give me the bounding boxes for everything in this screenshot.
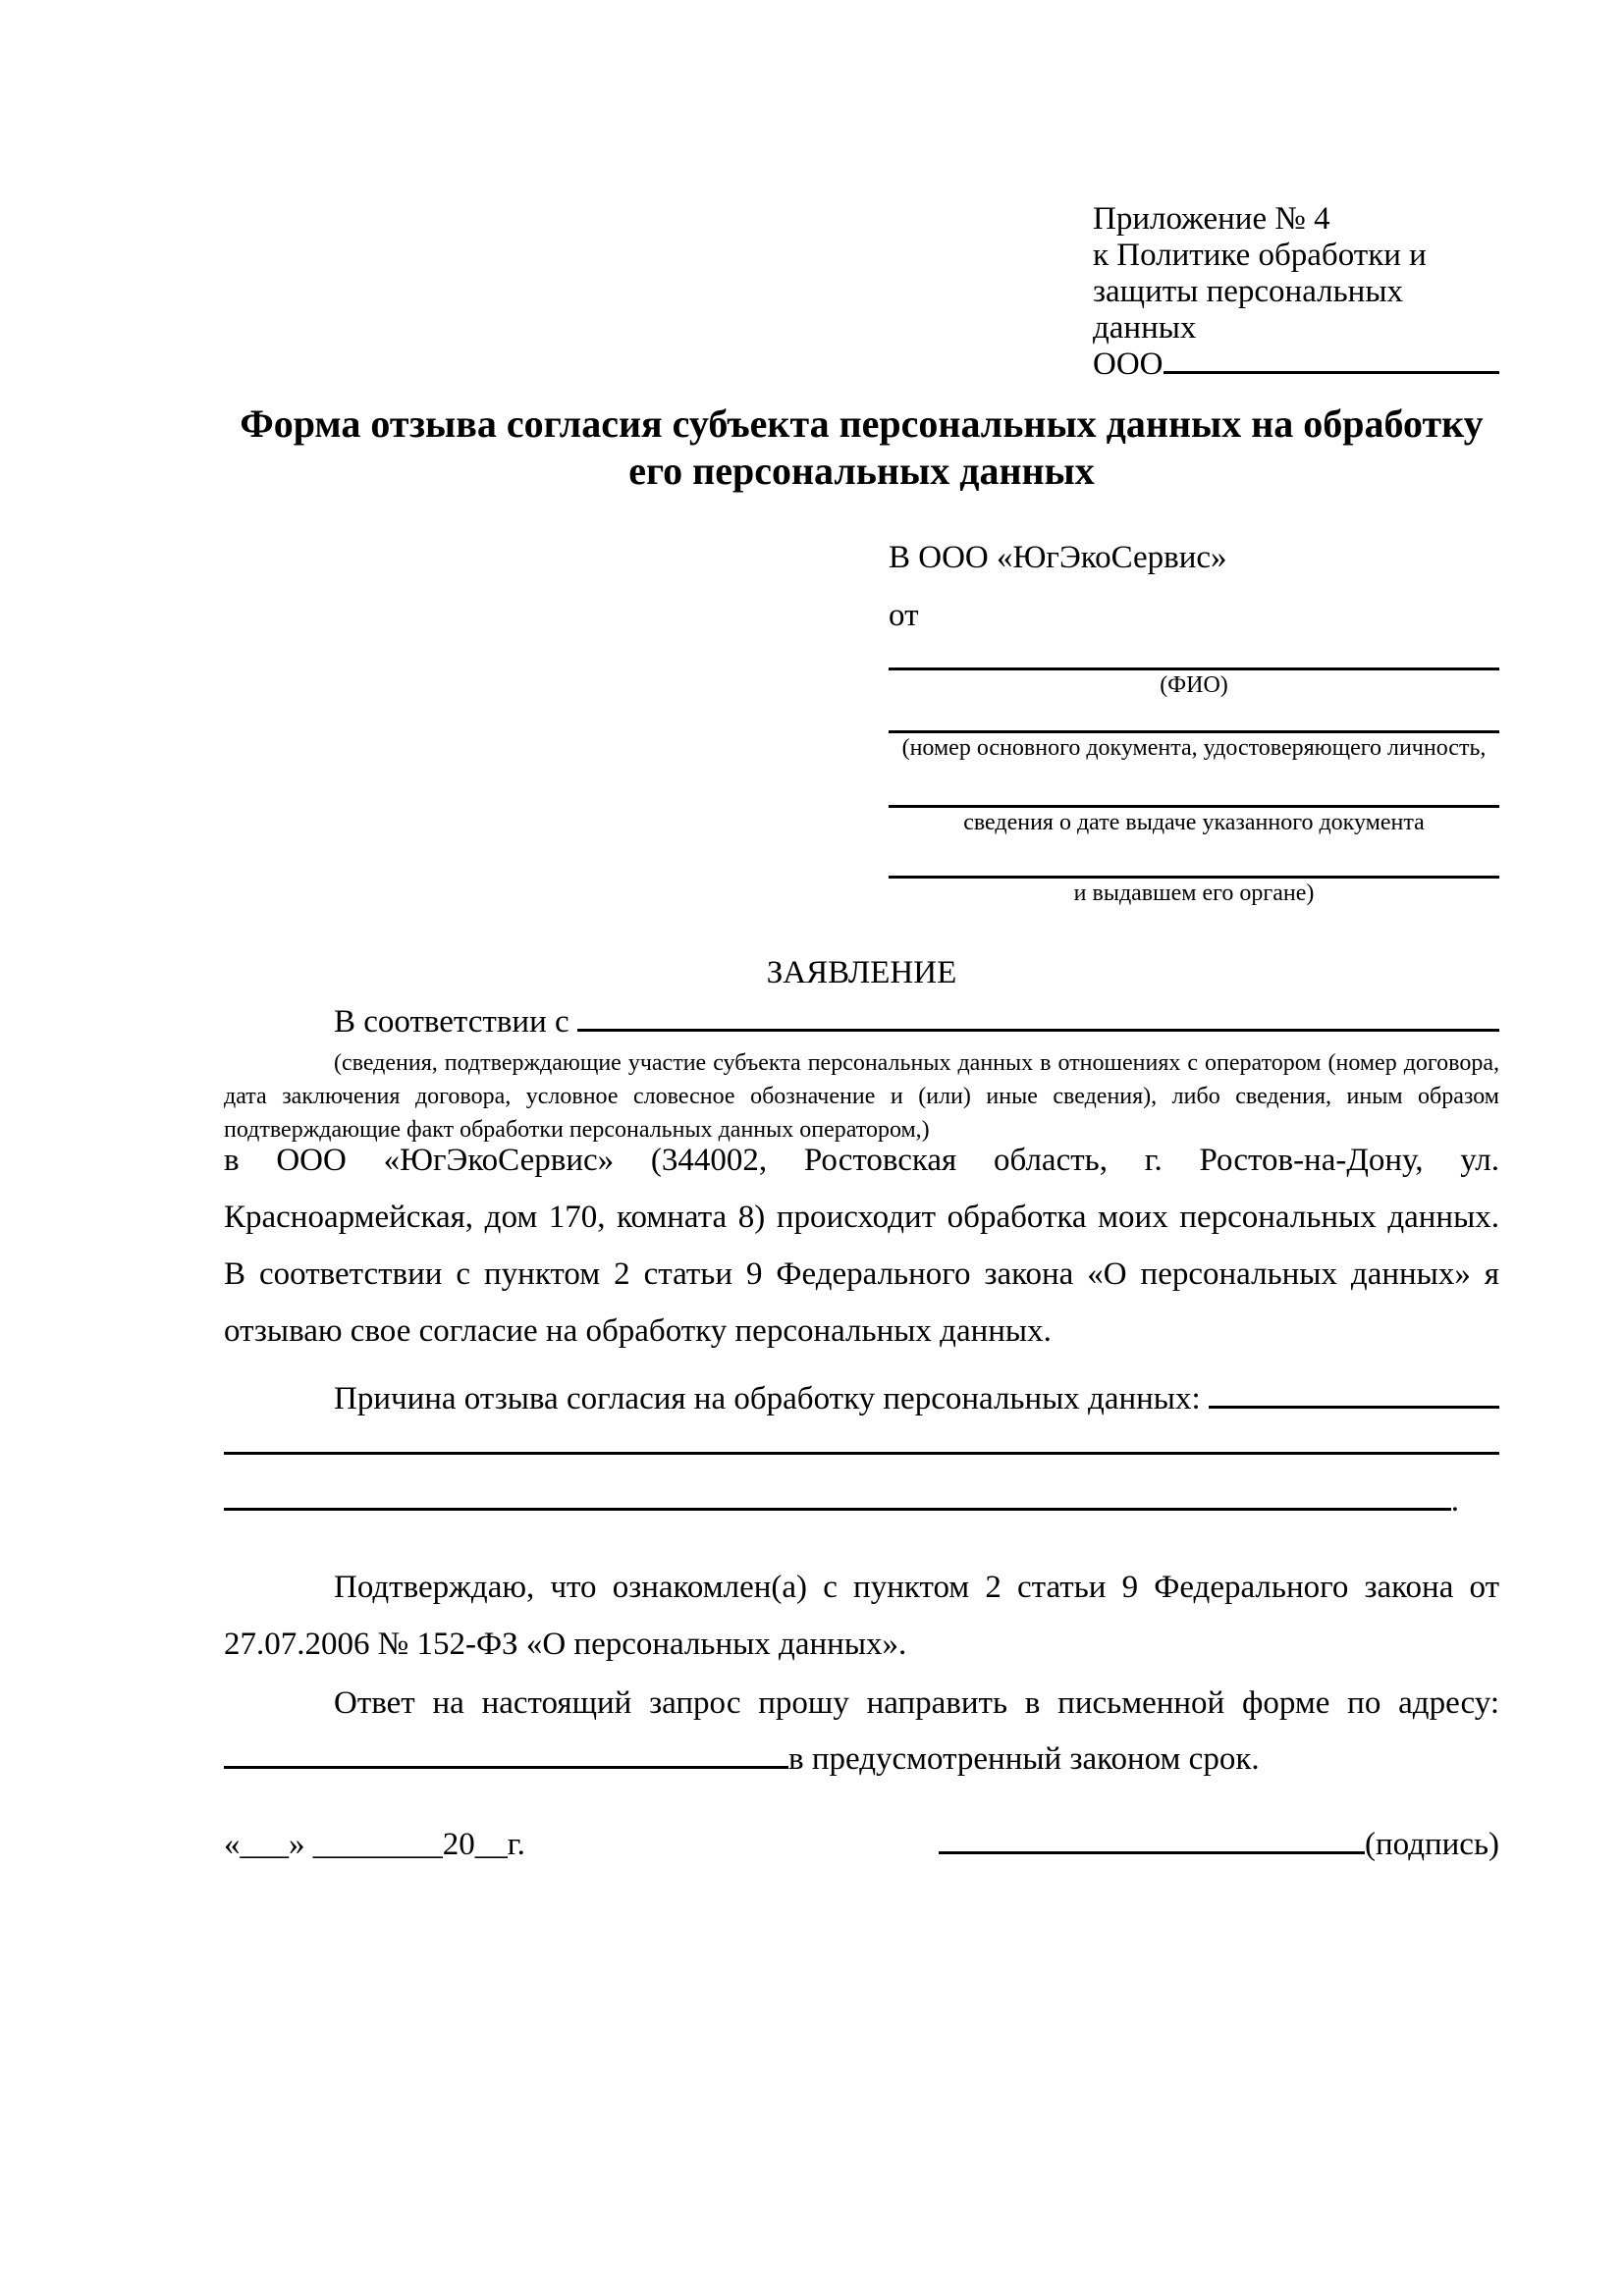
policy-line-1: к Политике обработки и	[1093, 238, 1427, 273]
doc-number-caption: (номер основного документа, удостоверяющего личность,	[901, 735, 1487, 761]
reply-address-row	[224, 1731, 1499, 1788]
doc-date-blank[interactable]	[889, 805, 1499, 808]
doc-issuer-caption: и выдавшем его органе)	[1073, 881, 1315, 906]
statement-heading: ЗАЯВЛЕНИЕ	[766, 955, 957, 990]
doc-number-blank[interactable]	[889, 730, 1499, 733]
date-signature-row	[224, 1825, 1499, 1864]
signature-blank[interactable]	[939, 1851, 1365, 1854]
fio-caption: (ФИО)	[1160, 672, 1228, 698]
reason-blank-line-2[interactable]	[224, 1508, 1451, 1511]
policy-line-2: защиты персональных данных	[1093, 274, 1403, 346]
reason-blank[interactable]	[1209, 1406, 1499, 1409]
doc-issuer-blank[interactable]	[889, 876, 1499, 879]
signature-group	[939, 1825, 1499, 1864]
recipient-block	[889, 540, 1499, 906]
reason-blank-line-1[interactable]	[224, 1452, 1499, 1455]
reason-blank-line-2-row	[224, 1483, 1459, 1519]
from-label: от	[889, 598, 919, 633]
document-title-line-1: Форма отзыва согласия субъекта персональных данных на обработку	[240, 401, 1484, 446]
accordance-line	[224, 1004, 1499, 1040]
appendix-header	[1093, 201, 1499, 383]
document-title-line-2: его персональных данных	[628, 449, 1095, 493]
address-blank[interactable]	[224, 1766, 788, 1769]
accordance-blank[interactable]	[577, 1029, 1499, 1032]
reply-suffix: в предусмотренный законом срок.	[788, 1741, 1260, 1777]
company-prefix: ООО	[1093, 347, 1164, 382]
appendix-number-line: Приложение № 4	[1093, 201, 1330, 237]
reason-prefix: Причина отзыва согласия на обработку персональных данных:	[334, 1381, 1201, 1416]
fio-blank[interactable]	[889, 667, 1499, 670]
doc-date-caption: сведения о дате выдаче указанного документа	[963, 810, 1425, 835]
company-name-blank[interactable]	[1164, 371, 1500, 374]
document-title	[224, 400, 1499, 495]
accordance-footnote: (сведения, подтверждающие участие субъекта персональных данных в отношениях с оператором (номер договора, дата заключения договора, условное словесное обозначение и (или) иные сведения), либо сведения, иным образом подтверждающие факт обработки персональных данных оператором,)	[224, 1050, 1499, 1143]
body-paragraph: в ООО «ЮгЭкоСервис» (344002, Ростовская область, г. Ростов-на-Дону, ул. Красноармейская, дом 170, комната 8) происходит обработка моих персональных данных. В соответствии с пунктом 2 статьи 9 Федерального закона «О персональных данных» я отзываю свое согласие на обработку персональных данных.	[224, 1143, 1499, 1349]
reply-request-line: Ответ на настоящий запрос прошу направить в письменной форме по адресу:	[334, 1685, 1499, 1721]
reason-line	[224, 1370, 1499, 1427]
company-line	[1093, 347, 1499, 383]
signature-caption: (подпись)	[1365, 1827, 1499, 1862]
reason-period: .	[1450, 1483, 1459, 1519]
recipient-organization: В ООО «ЮгЭкоСервис»	[889, 540, 1227, 575]
confirmation-paragraph: Подтверждаю, что ознакомлен(а) с пунктом 2 статьи 9 Федерального закона от 27.07.2006 № 152-ФЗ «О персональных данных».	[224, 1570, 1499, 1662]
date-line[interactable]: «___» ________20__г.	[224, 1827, 525, 1862]
accordance-prefix: В соответствии с	[334, 1004, 569, 1040]
